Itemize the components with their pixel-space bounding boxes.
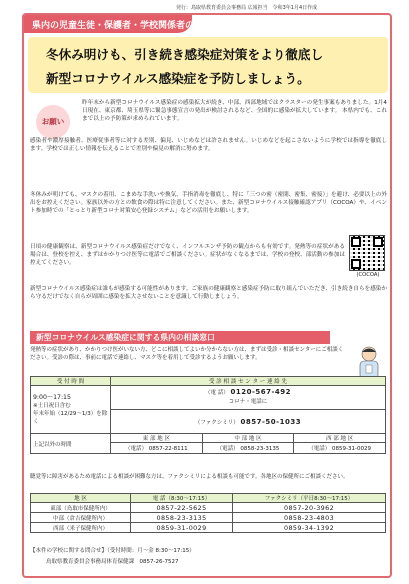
east-tel-label: （電話） [124,446,147,452]
issuer-header: 発行：鳥取県教育委員会事務局 広報担当 令和3年1月4日作成 [176,5,318,11]
area-header: 地 区 [31,494,131,503]
weekday-hours-cell [31,386,111,434]
middle-area-tel-cell [202,443,294,454]
row-fax[interactable]: 0859-34-1392 [233,523,386,533]
weekday-hours-note2: 年末年始（12/29〜1/3）を除く [33,410,108,425]
center-fax-label: （ファクシミリ） [194,419,239,426]
row-area: 中部（倉吉保健所内） [31,513,131,523]
weekday-hours-note: ※土日祝日含む [33,402,71,409]
school-inquiry-label: 【本件の学校に関する問合せ】（受付時間：月〜金 8:30〜17:15） [30,548,195,554]
paragraph-situation-text: 昨年末から新型コロナウイルス感染症の感染拡大が続き、中部、西部地域ではクラスターの発生事案もありました。1月4日現在、東京都、埼玉県等に緊急事態宣言の発出が検討されるなど、全国的に感染が拡大しています。 [82,100,387,114]
paragraph-situation [82,99,387,123]
center-fax-cell [111,410,386,434]
consultation-section-title: 新型コロナウイルス感染症に関する県内の相談窓口 [30,331,330,344]
audience-banner-text: 県内の児童生徒・保護者・学校関係者の皆さまへ [32,21,231,31]
west-tel[interactable]: 0859-31-0029 [332,446,372,452]
table-row [31,523,386,533]
middle-tel-label: （電話） [216,446,239,452]
paragraph-closing: 新型コロナウイルス感染症は誰もが感染する可能性があります。ご家族の健康観察と感染症予防に取り組んでいただき、引き続き自らを感染から守るだけでなく自らが周囲に感染を拡大させないことを意識して行動しましょう。 [30,286,387,300]
row-tel[interactable]: 0857-22-5625 [131,503,233,513]
hours-header: 受 付 時 間 [31,377,111,386]
weekday-hours: 9:00〜17:15 [33,393,71,401]
health-center-table [30,493,386,533]
consultation-section-text: 発熱等の症状があり、かかりつけ医がいない方、どこに相談してよいか分からない方は、まずは受診・相談センターにご相談ください。受診の際は、事前に電話で連絡し、マスク等を着用して受診するようお願いします。 [30,347,344,361]
row-area: 東部（鳥取市保健所内） [31,503,131,513]
row-fax[interactable]: 0858-23-4803 [233,513,386,523]
headline-line-1: 冬休み明けも、引き続き感染症対策をより徹底し [46,47,324,62]
west-area-tel-cell [294,443,386,454]
row-tel[interactable]: 0858-23-3135 [131,513,233,523]
middle-tel[interactable]: 0858-23-3135 [240,446,280,452]
paragraph-situation-emphasis: 本県内でも、これまで以上の予防策が求められています。 [82,108,387,122]
paragraph-health-check: 日頃の健康観察は、新型コロナウイルス感染症だけでなく、インフルエンザ予防の観点からも有効です。発熱等の症状がある場合は、登校を控え、まずはかかりつけ医等に電話でご相談ください。症状がなくなるまでは、学校の登校、部活動の参加は控えてください。 [30,244,345,266]
center-tel-label: （電 話） [204,390,229,396]
east-tel[interactable]: 0857-22-8111 [148,446,188,452]
request-badge: お願い [36,105,70,139]
row-tel[interactable]: 0859-31-0029 [131,523,233,533]
center-tel-number[interactable]: 0120-567-492 [230,388,292,396]
qr-caption: (COCOA) [356,272,380,278]
tel-header: 電 話（8:30〜17:15） [131,494,233,503]
fax-header: ファクシミリ（平日8:30〜17:15） [233,494,386,503]
middle-area-label: 中 部 地 区 [202,434,294,443]
notice-document [22,13,392,578]
hearing-impaired-note: 聴覚等に障害があるため電話による相談が困難な方は、ファクシミリによる相談も可能です。各地区の保健所にご相談ください。 [30,474,349,480]
audience-banner [24,15,231,33]
center-fax-number[interactable]: 0857-50-1033 [240,417,302,426]
qr-code-icon [349,235,385,271]
paragraph-discrimination: 感染者や濃厚接触者、医療従事者等に対する差別、偏見、いじめなどは許されません。いじめなどを起こさないように学校では指導を徹底します。学校では正しい情報を伝えることで差別や偏見の解消に努めます。 [30,138,387,152]
east-area-label: 東 部 地 区 [111,434,203,443]
consultation-center-table [30,376,386,454]
west-area-label: 西 部 地 区 [294,434,386,443]
table-row [31,503,386,513]
table-row [31,513,386,523]
row-area: 西部（米子保健所内） [31,523,131,533]
row-fax[interactable]: 0857-20-3962 [233,503,386,513]
west-tel-label: （電話） [308,446,331,452]
center-tel-cell [111,386,386,410]
headline-box [28,37,388,93]
cocoa-qr-code[interactable] [349,235,387,279]
after-hours-cell: 上記以外の時間 [31,434,111,454]
paragraph-prevention: 冬休みが明けても、マスクの着用、こまめな手洗いや換気、手指消毒を徹底し、特に「三つの密（密閉、密集、密接）」を避け、必要以上の外出をお控えください。家族以外の方との飲食の際は特に注意してください。また、新型コロナウイルス接触確認アプリ（COCOA）や、イベント参加時での「とっとり新型コロナ対策安心登録システム」などの活用をお願いします。 [30,192,387,214]
center-tel-sub: コロナ・電話に [228,399,268,405]
center-header: 受 診 相 談 セ ン タ ー 連 絡 先 [111,377,386,386]
school-inquiry-contact[interactable]: 鳥取県教育委員会事務局体育保健課 0857-26-7527 [46,559,179,565]
east-area-tel-cell [111,443,203,454]
headline-line-2: 新型コロナウイルス感染症を予防しましょう。 [46,71,310,86]
